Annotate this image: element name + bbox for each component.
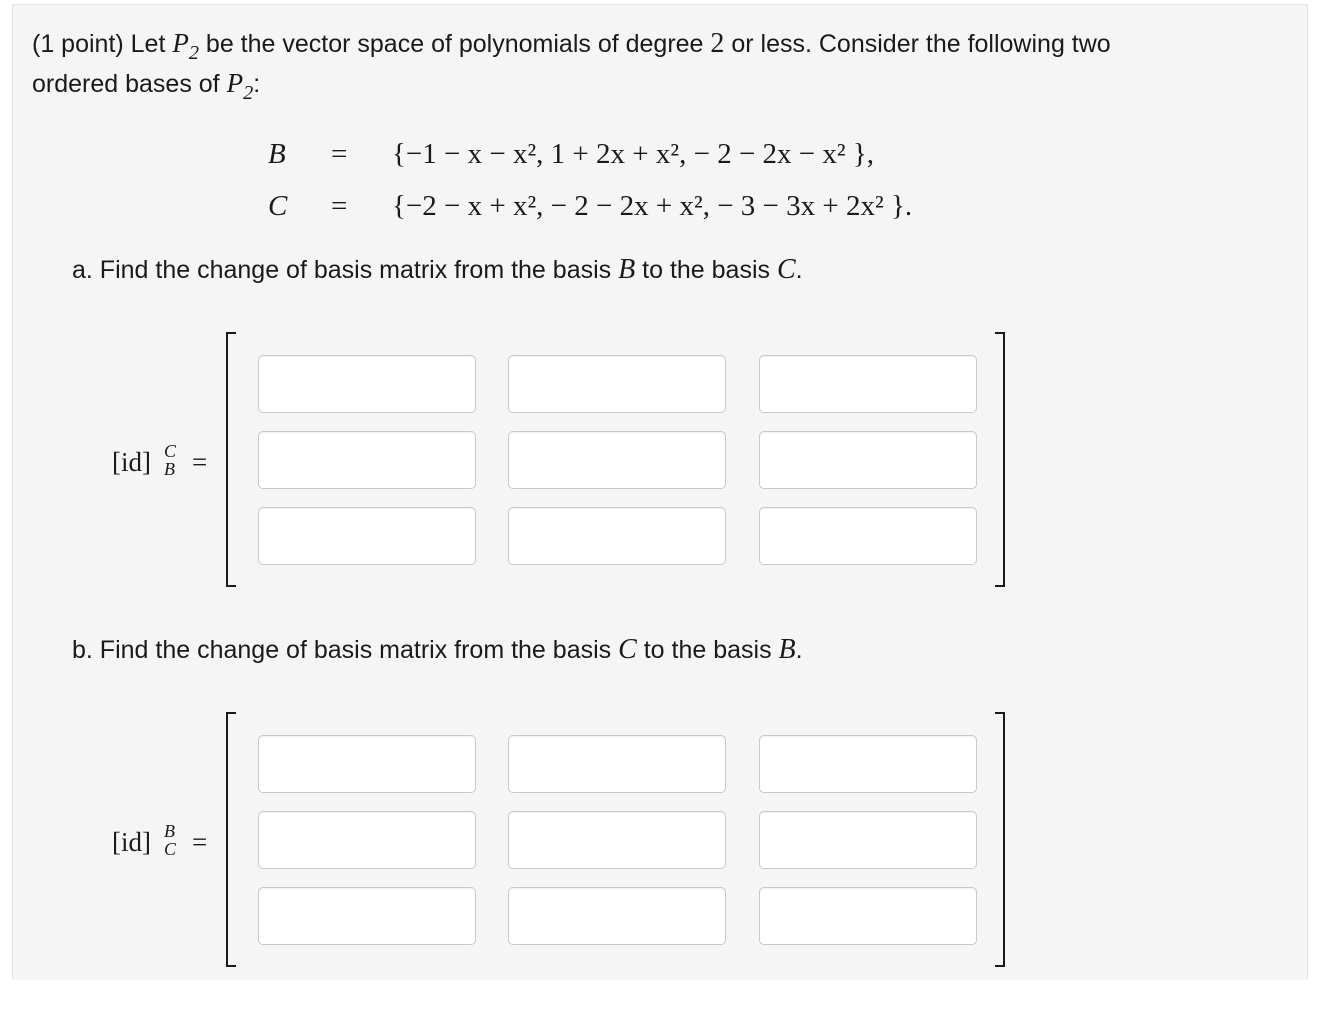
part-b-prompt [72, 634, 803, 666]
degree-value: 2 [710, 28, 725, 59]
intro-text: be the vector space of polynomials of degree [198, 30, 711, 58]
matrix-a-cell-3-2[interactable] [508, 507, 726, 565]
space-symbol-letter: P [226, 68, 244, 98]
matrix-b-cell-3-3[interactable] [759, 887, 977, 945]
equals-sign: = [331, 138, 348, 170]
matrix-b-cell-1-2[interactable] [508, 735, 726, 793]
intro-text: or less. Consider the following two [724, 30, 1111, 58]
basis-C-set: {−2 − x + x², − 2 − 2x + x², − 3 − 3x + 2x² }. [392, 190, 913, 222]
matrix-b-cell-1-3[interactable] [759, 735, 977, 793]
matrix-b-cell-3-2[interactable] [508, 887, 726, 945]
matrix-b-cell-3-1[interactable] [258, 887, 476, 945]
basis-symbol: C [618, 634, 637, 665]
matrix-b-cell-2-2[interactable] [508, 811, 726, 869]
basis-C-symbol: C [268, 190, 288, 222]
matrix-b-left-bracket [226, 712, 236, 967]
equals-sign: = [192, 827, 208, 857]
matrix-a-label [112, 441, 222, 487]
id-text: [id] [112, 447, 151, 477]
matrix-a-cell-1-1[interactable] [258, 355, 476, 413]
equals-sign: = [192, 447, 208, 477]
matrix-a-cell-1-2[interactable] [508, 355, 726, 413]
matrix-b-cell-2-1[interactable] [258, 811, 476, 869]
space-symbol-subscript: 2 [243, 82, 254, 105]
part-a-text: to the basis [635, 256, 777, 284]
part-a-prompt [72, 254, 803, 286]
matrix-b-right-bracket [995, 712, 1005, 967]
matrix-a-cell-2-1[interactable] [258, 431, 476, 489]
id-text: [id] [112, 827, 151, 857]
matrix-a-left-bracket [226, 332, 236, 587]
label-subscript: C [164, 839, 177, 859]
matrix-a-cell-1-3[interactable] [759, 355, 977, 413]
label-subscript: B [164, 459, 175, 479]
part-b-text: . [795, 636, 803, 664]
basis-symbol: B [618, 254, 636, 285]
matrix-b-cell-2-3[interactable] [759, 811, 977, 869]
intro-text: (1 point) Let [32, 30, 173, 58]
matrix-a-cell-3-3[interactable] [759, 507, 977, 565]
intro-text: ordered bases of [32, 70, 227, 98]
matrix-a-right-bracket [995, 332, 1005, 587]
basis-symbol: C [776, 254, 796, 285]
basis-B-symbol: B [268, 138, 286, 170]
space-symbol [172, 28, 199, 65]
matrix-a-cell-2-3[interactable] [759, 431, 977, 489]
basis-B-set: {−1 − x − x², 1 + 2x + x², − 2 − 2x − x² }, [392, 138, 875, 170]
part-b-text: b. Find the change of basis matrix from the basis [72, 636, 619, 664]
matrix-a-cell-2-2[interactable] [508, 431, 726, 489]
label-superscript: B [164, 821, 175, 841]
space-symbol [226, 68, 254, 105]
part-a-text: . [795, 256, 803, 284]
matrix-b-cell-1-1[interactable] [258, 735, 476, 793]
basis-symbol: B [778, 634, 796, 665]
matrix-a-cell-3-1[interactable] [258, 507, 476, 565]
part-a-text: a. Find the change of basis matrix from the basis [72, 256, 619, 284]
equals-sign: = [331, 190, 348, 222]
label-superscript: C [164, 441, 177, 461]
intro-line-2 [32, 68, 261, 105]
space-symbol-letter: P [172, 28, 189, 58]
space-symbol-subscript: 2 [188, 42, 199, 65]
matrix-b-label [112, 821, 222, 867]
intro-line-1 [32, 28, 1111, 65]
part-b-text: to the basis [636, 636, 779, 664]
intro-text: : [253, 70, 261, 98]
